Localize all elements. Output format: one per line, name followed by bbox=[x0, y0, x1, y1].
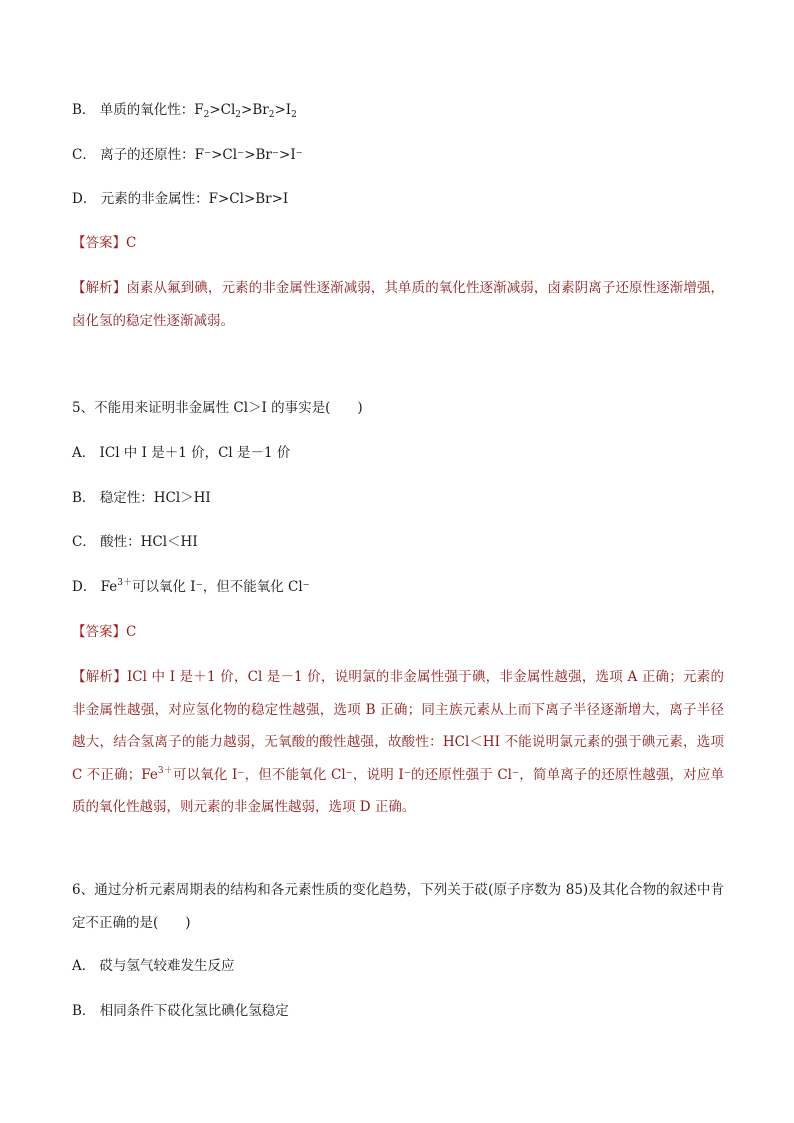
q4-answer bbox=[72, 233, 136, 253]
answer-label: 【答案】 bbox=[72, 624, 126, 640]
answer-label: 【答案】 bbox=[72, 235, 126, 251]
q4-analysis bbox=[72, 272, 724, 337]
q4-option-d: D． 元素的非金属性：F>Cl>Br>I bbox=[72, 191, 289, 207]
analysis-text: 卤素从氟到碘，元素的非金属性逐渐减弱，其单质的氧化性逐渐减弱，卤素阴离子还原性逐渐增强，卤化氢的稳定性逐渐减弱。 bbox=[72, 280, 725, 329]
q5-stem: 5、不能用来证明非金属性 Cl＞I 的事实是( ) bbox=[72, 400, 363, 416]
q6-stem: 6、通过分析元素周期表的结构和各元素性质的变化趋势，下列关于砹(原子序数为 85)及其化合物的叙述中肯定不正确的是( ) bbox=[72, 882, 724, 931]
answer-value: C bbox=[126, 235, 137, 251]
q6-option-a: A． 砹与氢气较难发生反应 bbox=[72, 958, 235, 974]
q6-option-b: B． 相同条件下砹化氢比碘化氢稳定 bbox=[72, 1003, 289, 1019]
analysis-label: 【解析】 bbox=[72, 669, 127, 685]
q5-option-b: B． 稳定性：HCl＞HI bbox=[72, 490, 211, 506]
q4-option-b: B． 单质的氧化性：$F_2>Cl_2>Br_2>I_2$ bbox=[72, 102, 297, 120]
q5-option-d: D． $Fe^{3+}$可以氧化 I⁻，但不能氧化 Cl⁻ bbox=[72, 578, 310, 595]
q5-analysis: 【解析】ICl 中 I 是＋1 价，Cl 是－1 价，说明氯的非金属性强于碘，非金属性越强，选项 A 正确；元素的非金属性越强，对应氢化物的稳定性越强，选项 B 正确；同主族元素从上而下离子半径逐渐增大，离子半径越大，结合氢离子的能力越弱，无氧酸的酸性越强，故酸性：HCl＜HI 不能说明氯元素的强于碘元素，选项 C 不正确；$Fe^{3+}$可以氧化 I⁻，但不能氧化 Cl⁻，说明 I⁻的还原性强于 Cl⁻，简单离子的还原性越强，对应单质的氧化性越弱，则元素的非金属性越弱，选项 D 正确。 bbox=[72, 669, 724, 815]
q5-answer bbox=[72, 622, 136, 642]
analysis-label: 【解析】 bbox=[72, 280, 127, 296]
q5-option-c: C． 酸性：HCl＜HI bbox=[72, 534, 198, 550]
q5-option-a: A． ICl 中 I 是＋1 价，Cl 是－1 价 bbox=[72, 445, 291, 461]
q4-option-c: C． 离子的还原性：F⁻>Cl⁻>Br⁻>I⁻ bbox=[72, 147, 303, 163]
answer-value: C bbox=[126, 624, 137, 640]
